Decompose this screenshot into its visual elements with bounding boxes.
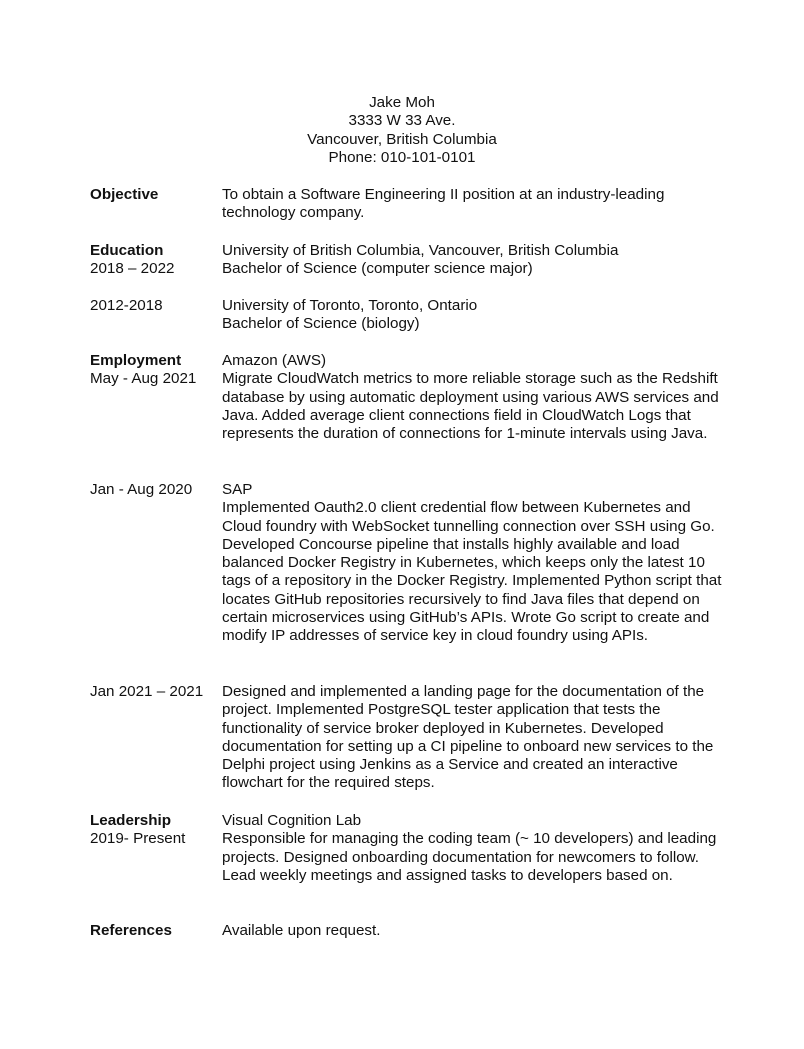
address-line-2: Vancouver, British Columbia	[307, 130, 497, 148]
employment-dates: Jan 2021 – 2021	[90, 683, 204, 700]
objective-heading: Objective	[90, 186, 159, 203]
employment-dates: May - Aug 2021	[90, 370, 197, 388]
address-line-1: 3333 W 33 Ave.	[348, 112, 456, 130]
leadership-heading: Leadership	[90, 812, 172, 829]
employment-company: SAP	[222, 481, 253, 498]
phone-number: Phone: 010-101-0101	[328, 148, 476, 166]
resume-header	[0, 94, 804, 167]
objective-text: To obtain a Software Engineering II position at an industry-leading technology company.	[222, 186, 665, 222]
applicant-name: Jake Moh	[369, 94, 435, 111]
education-heading: Education	[90, 242, 164, 259]
education-school: University of Toronto, Toronto, Ontario	[222, 297, 478, 314]
employment-dates: Jan - Aug 2020	[90, 481, 193, 498]
education-school: University of British Columbia, Vancouver, British Columbia	[222, 242, 619, 259]
education-dates: 2018 – 2022	[90, 260, 175, 278]
education-degree: Bachelor of Science (computer science major)	[222, 260, 533, 278]
employment-description: Implemented Oauth2.0 client credential flow between Kubernetes and Cloud foundry with WebSocket tunnelling connection over SSH using Go. Developed Concourse pipeline that installs highly available and load balanced Docker Registry in Kubernetes, which keeps only the latest 10 tags of a repository in the Docker Registry. Implemented Python script that locates GitHub repositories recursively to find Java files that depend on certain microservices using GitHub’s APIs. Wrote Go script to create and modify IP addresses of service key in cloud foundry using APIs.	[222, 499, 722, 645]
employment-description: Designed and implemented a landing page for the documentation of the project. Implemented PostgreSQL tester application that tests the functionality of service broker deployed in Kubernetes. Developed documentation for setting up a CI pipeline to onboard new services to the Delphi project using Jenkins as a Service and created an interactive flowchart for the required steps.	[222, 683, 714, 792]
leadership-description: Responsible for managing the coding team (~ 10 developers) and leading projects. Designed onboarding documentation for newcomers to follow. Lead weekly meetings and assigned tasks to developers based on.	[222, 830, 717, 884]
references-text: Available upon request.	[222, 922, 381, 939]
leadership-organization: Visual Cognition Lab	[222, 812, 362, 829]
references-heading: References	[90, 922, 172, 939]
leadership-dates: 2019- Present	[90, 830, 186, 848]
education-degree: Bachelor of Science (biology)	[222, 315, 420, 333]
employment-description: Migrate CloudWatch metrics to more reliable storage such as the Redshift database by using automatic deployment using various AWS services and Java. Added average client connections field in CloudWatch Logs that represents the duration of connections for 1-minute intervals using Java.	[222, 370, 719, 443]
employment-company: Amazon (AWS)	[222, 352, 327, 369]
employment-heading: Employment	[90, 352, 182, 369]
education-dates: 2012-2018	[90, 297, 163, 314]
